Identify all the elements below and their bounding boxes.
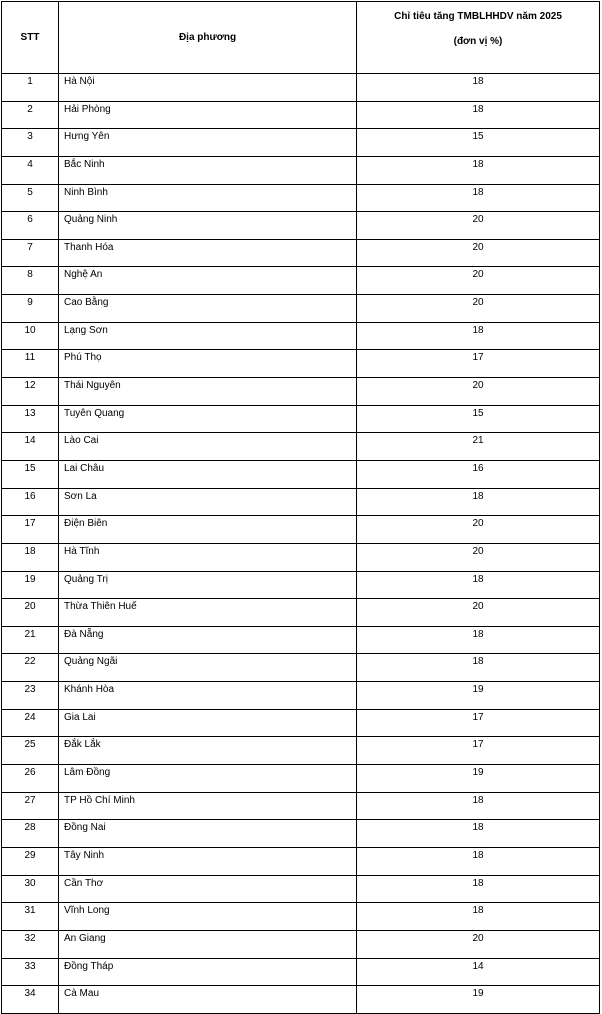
row-locality: Thái Nguyên <box>59 378 357 406</box>
row-stt: 9 <box>2 295 59 323</box>
row-locality: Cao Bằng <box>59 295 357 323</box>
row-stt: 14 <box>2 433 59 461</box>
row-locality: Lâm Đồng <box>59 765 357 793</box>
row-locality: Lào Cai <box>59 433 357 461</box>
row-locality: Bắc Ninh <box>59 156 357 184</box>
row-stt: 23 <box>2 682 59 710</box>
row-locality: Lạng Sơn <box>59 322 357 350</box>
row-target-value: 18 <box>357 847 600 875</box>
row-stt: 2 <box>2 101 59 129</box>
row-target-value: 14 <box>357 958 600 986</box>
row-target-value: 20 <box>357 295 600 323</box>
row-target-value: 15 <box>357 129 600 157</box>
table-row <box>2 405 600 433</box>
row-stt: 28 <box>2 820 59 848</box>
row-target-value: 20 <box>357 543 600 571</box>
table-row <box>2 737 600 765</box>
row-stt: 30 <box>2 875 59 903</box>
table-row <box>2 930 600 958</box>
row-stt: 21 <box>2 626 59 654</box>
table-row <box>2 322 600 350</box>
row-stt: 12 <box>2 378 59 406</box>
row-stt: 6 <box>2 212 59 240</box>
table-row <box>2 295 600 323</box>
header-target-title: Chỉ tiêu tăng TMBLHHDV năm 2025 <box>394 11 562 22</box>
row-locality: Quảng Trị <box>59 571 357 599</box>
row-locality: Phú Thọ <box>59 350 357 378</box>
table-row <box>2 599 600 627</box>
row-locality: Vĩnh Long <box>59 903 357 931</box>
table-row <box>2 239 600 267</box>
row-target-value: 20 <box>357 239 600 267</box>
row-stt: 24 <box>2 709 59 737</box>
header-stt: STT <box>2 2 59 74</box>
row-stt: 29 <box>2 847 59 875</box>
row-locality: Thừa Thiên Huế <box>59 599 357 627</box>
table-row <box>2 350 600 378</box>
row-locality: Đắk Lắk <box>59 737 357 765</box>
row-target-value: 18 <box>357 322 600 350</box>
table-row <box>2 847 600 875</box>
row-stt: 18 <box>2 543 59 571</box>
row-target-value: 20 <box>357 930 600 958</box>
row-stt: 20 <box>2 599 59 627</box>
header-target-unit: (đơn vị %) <box>453 36 503 47</box>
row-locality: Hà Tĩnh <box>59 543 357 571</box>
row-stt: 3 <box>2 129 59 157</box>
row-target-value: 18 <box>357 184 600 212</box>
row-locality: Tuyên Quang <box>59 405 357 433</box>
row-target-value: 18 <box>357 820 600 848</box>
row-locality: Gia Lai <box>59 709 357 737</box>
row-locality: An Giang <box>59 930 357 958</box>
row-locality: Điện Biên <box>59 516 357 544</box>
table-row <box>2 74 600 102</box>
row-target-value: 21 <box>357 433 600 461</box>
row-target-value: 18 <box>357 101 600 129</box>
row-locality: Thanh Hóa <box>59 239 357 267</box>
row-locality: Lai Châu <box>59 460 357 488</box>
table-row <box>2 626 600 654</box>
row-target-value: 20 <box>357 267 600 295</box>
row-stt: 27 <box>2 792 59 820</box>
table-row <box>2 709 600 737</box>
row-stt: 15 <box>2 460 59 488</box>
row-target-value: 20 <box>357 599 600 627</box>
row-stt: 11 <box>2 350 59 378</box>
row-locality: Hà Nội <box>59 74 357 102</box>
row-locality: Đồng Tháp <box>59 958 357 986</box>
row-target-value: 16 <box>357 460 600 488</box>
header-locality: Địa phương <box>59 2 357 74</box>
table-row <box>2 903 600 931</box>
header-target <box>357 2 600 74</box>
row-locality: Cần Thơ <box>59 875 357 903</box>
table-header-row <box>2 2 600 74</box>
row-stt: 1 <box>2 74 59 102</box>
row-locality: Quảng Ngãi <box>59 654 357 682</box>
row-locality: Ninh Bình <box>59 184 357 212</box>
row-target-value: 18 <box>357 626 600 654</box>
row-locality: Sơn La <box>59 488 357 516</box>
row-stt: 16 <box>2 488 59 516</box>
table-body <box>2 74 600 1014</box>
row-locality: Tây Ninh <box>59 847 357 875</box>
row-target-value: 20 <box>357 212 600 240</box>
row-stt: 8 <box>2 267 59 295</box>
table-row <box>2 682 600 710</box>
row-locality: Hải Phòng <box>59 101 357 129</box>
row-target-value: 18 <box>357 903 600 931</box>
row-locality: Nghệ An <box>59 267 357 295</box>
row-target-value: 20 <box>357 516 600 544</box>
table-row <box>2 986 600 1014</box>
row-locality: Đồng Nai <box>59 820 357 848</box>
table-row <box>2 460 600 488</box>
row-locality: TP Hồ Chí Minh <box>59 792 357 820</box>
row-locality: Cà Mau <box>59 986 357 1014</box>
row-locality: Khánh Hòa <box>59 682 357 710</box>
row-stt: 5 <box>2 184 59 212</box>
row-target-value: 18 <box>357 792 600 820</box>
row-stt: 7 <box>2 239 59 267</box>
row-target-value: 18 <box>357 74 600 102</box>
row-target-value: 19 <box>357 765 600 793</box>
row-locality: Quảng Ninh <box>59 212 357 240</box>
table-row <box>2 516 600 544</box>
row-stt: 17 <box>2 516 59 544</box>
table-row <box>2 765 600 793</box>
row-stt: 34 <box>2 986 59 1014</box>
row-target-value: 20 <box>357 378 600 406</box>
table-row <box>2 958 600 986</box>
table-row <box>2 543 600 571</box>
row-stt: 19 <box>2 571 59 599</box>
row-target-value: 19 <box>357 682 600 710</box>
table-row <box>2 792 600 820</box>
row-locality: Đà Nẵng <box>59 626 357 654</box>
row-target-value: 18 <box>357 654 600 682</box>
row-stt: 32 <box>2 930 59 958</box>
table-row <box>2 433 600 461</box>
table-row <box>2 820 600 848</box>
row-target-value: 17 <box>357 737 600 765</box>
row-locality: Hưng Yên <box>59 129 357 157</box>
row-target-value: 19 <box>357 986 600 1014</box>
table-row <box>2 101 600 129</box>
row-stt: 4 <box>2 156 59 184</box>
table-row <box>2 571 600 599</box>
table-row <box>2 654 600 682</box>
row-stt: 13 <box>2 405 59 433</box>
row-target-value: 17 <box>357 350 600 378</box>
row-stt: 33 <box>2 958 59 986</box>
row-target-value: 18 <box>357 488 600 516</box>
table-row <box>2 267 600 295</box>
row-stt: 25 <box>2 737 59 765</box>
row-target-value: 18 <box>357 571 600 599</box>
table-row <box>2 875 600 903</box>
table-row <box>2 488 600 516</box>
locality-target-table <box>1 1 600 1014</box>
row-stt: 22 <box>2 654 59 682</box>
row-stt: 31 <box>2 903 59 931</box>
row-target-value: 17 <box>357 709 600 737</box>
table-row <box>2 129 600 157</box>
table-row <box>2 212 600 240</box>
row-target-value: 18 <box>357 156 600 184</box>
row-stt: 10 <box>2 322 59 350</box>
table-row <box>2 378 600 406</box>
row-stt: 26 <box>2 765 59 793</box>
table-row <box>2 184 600 212</box>
table-row <box>2 156 600 184</box>
row-target-value: 18 <box>357 875 600 903</box>
row-target-value: 15 <box>357 405 600 433</box>
